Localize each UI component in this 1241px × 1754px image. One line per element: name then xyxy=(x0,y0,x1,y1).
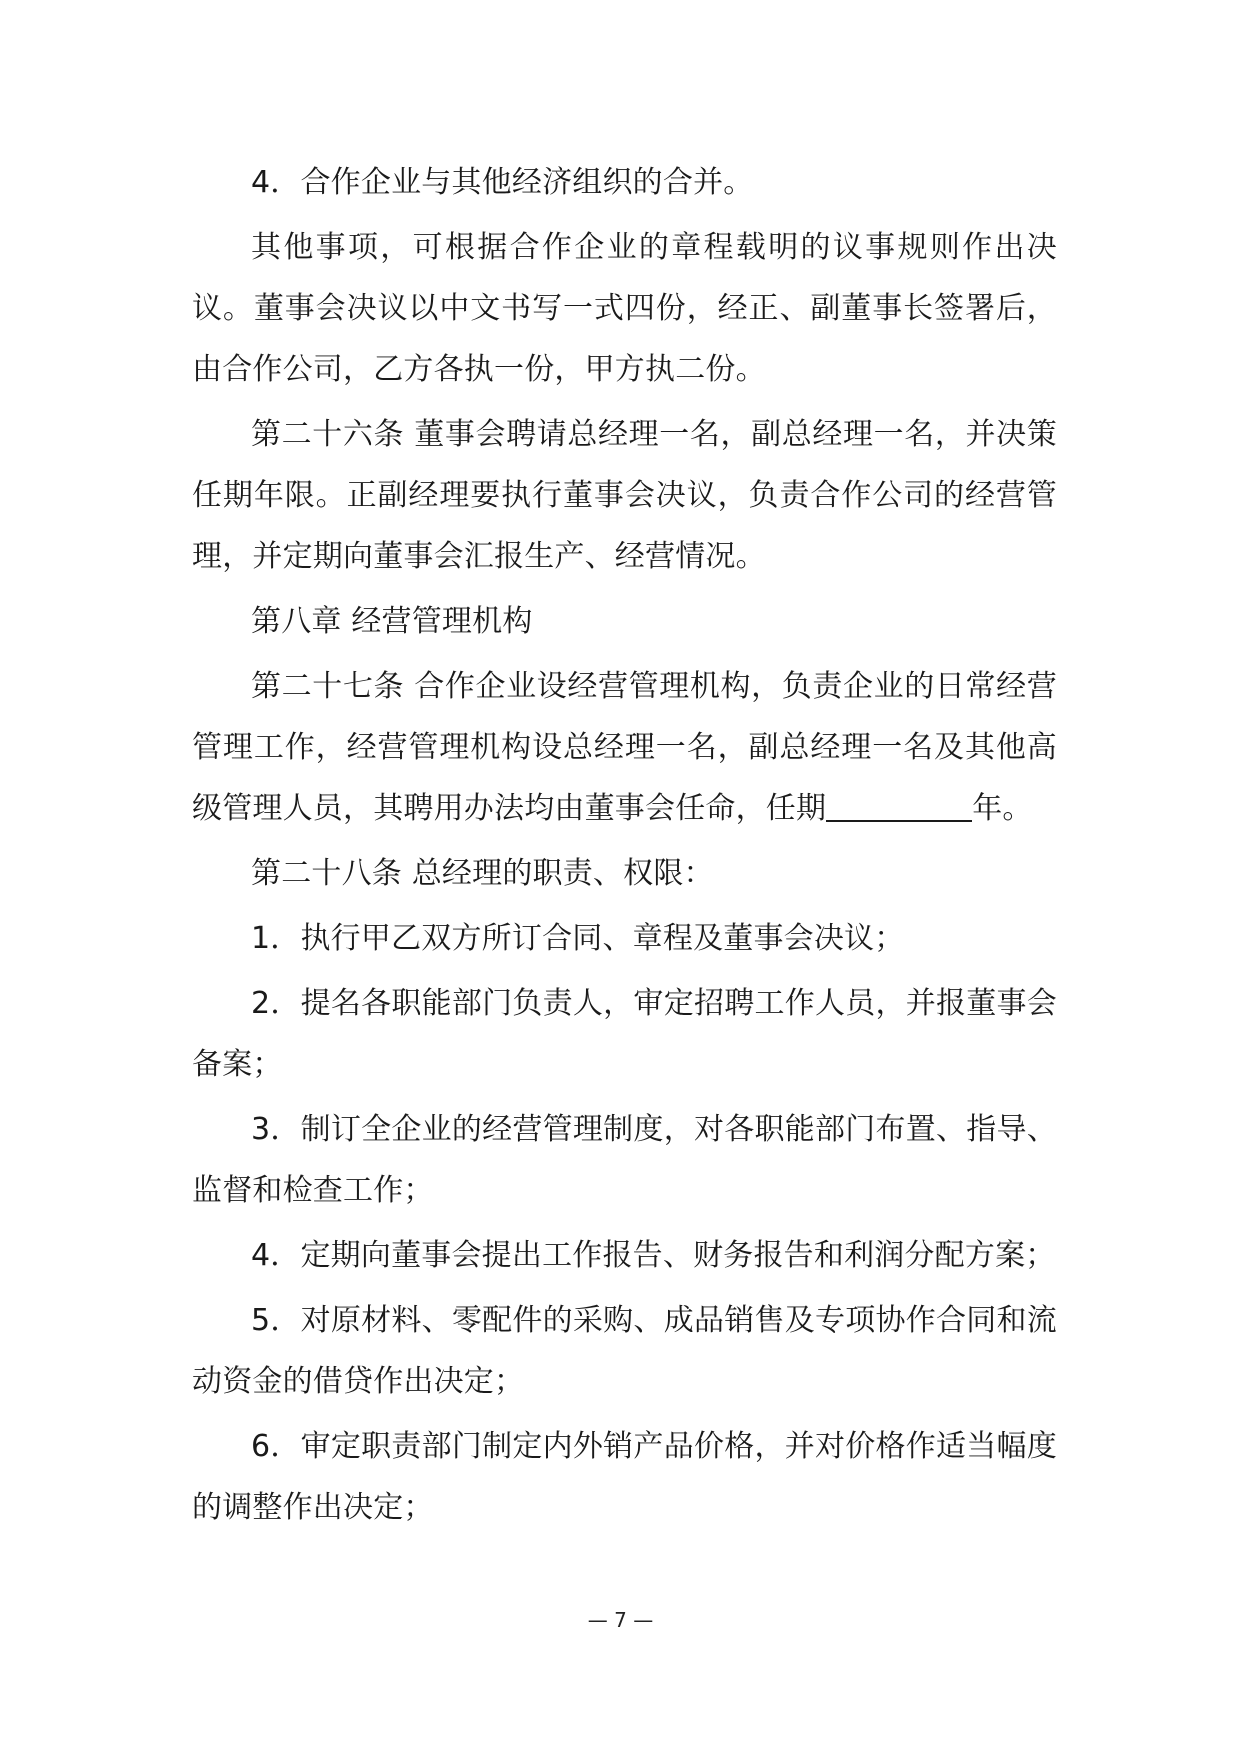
article-27-text: 第二十七条 合作企业设经营管理机构，负责企业的日常经营管理工作，经营管理机构设总经理一名，副总经理一名及其他高级管理人员，其聘用办法均由董事会任命，任期 xyxy=(192,669,1057,826)
paragraph-item-4-merger: 4．合作企业与其他经济组织的合并。 xyxy=(251,165,754,200)
paragraph-article-27 xyxy=(192,656,1057,839)
list-item-1: 1．执行甲乙双方所订合同、章程及董事会决议； xyxy=(251,921,905,956)
document-body xyxy=(192,152,1057,1538)
list-item-5: 5．对原材料、零配件的采购、成品销售及专项协作合同和流动资金的借贷作出决定； xyxy=(192,1303,1057,1399)
list-item-4: 4．定期向董事会提出工作报告、财务报告和利润分配方案； xyxy=(251,1238,1056,1273)
article-27-suffix: 年。 xyxy=(972,791,1033,826)
paragraph-article-28: 第二十八条 总经理的职责、权限： xyxy=(251,856,714,891)
paragraph-article-26: 第二十六条 董事会聘请总经理一名，副总经理一名，并决策任期年限。正副经理要执行董事会决议，负责合作公司的经营管理，并定期向董事会汇报生产、经营情况。 xyxy=(192,417,1057,574)
list-item-6: 6．审定职责部门制定内外销产品价格，并对价格作适当幅度的调整作出决定； xyxy=(192,1429,1057,1525)
list-item-2: 2．提名各职能部门负责人，审定招聘工作人员，并报董事会备案； xyxy=(192,986,1057,1082)
page-number: — 7 — xyxy=(587,1608,654,1632)
paragraph-other-matters: 其他事项，可根据合作企业的章程载明的议事规则作出决议。董事会决议以中文书写一式四份，经正、副董事长签署后，由合作公司，乙方各执一份，甲方执二份。 xyxy=(192,230,1057,387)
chapter-heading-8: 第八章 经营管理机构 xyxy=(251,604,533,639)
term-blank-line xyxy=(826,790,972,822)
list-item-3: 3．制订全企业的经营管理制度，对各职能部门布置、指导、监督和检查工作； xyxy=(192,1112,1057,1208)
